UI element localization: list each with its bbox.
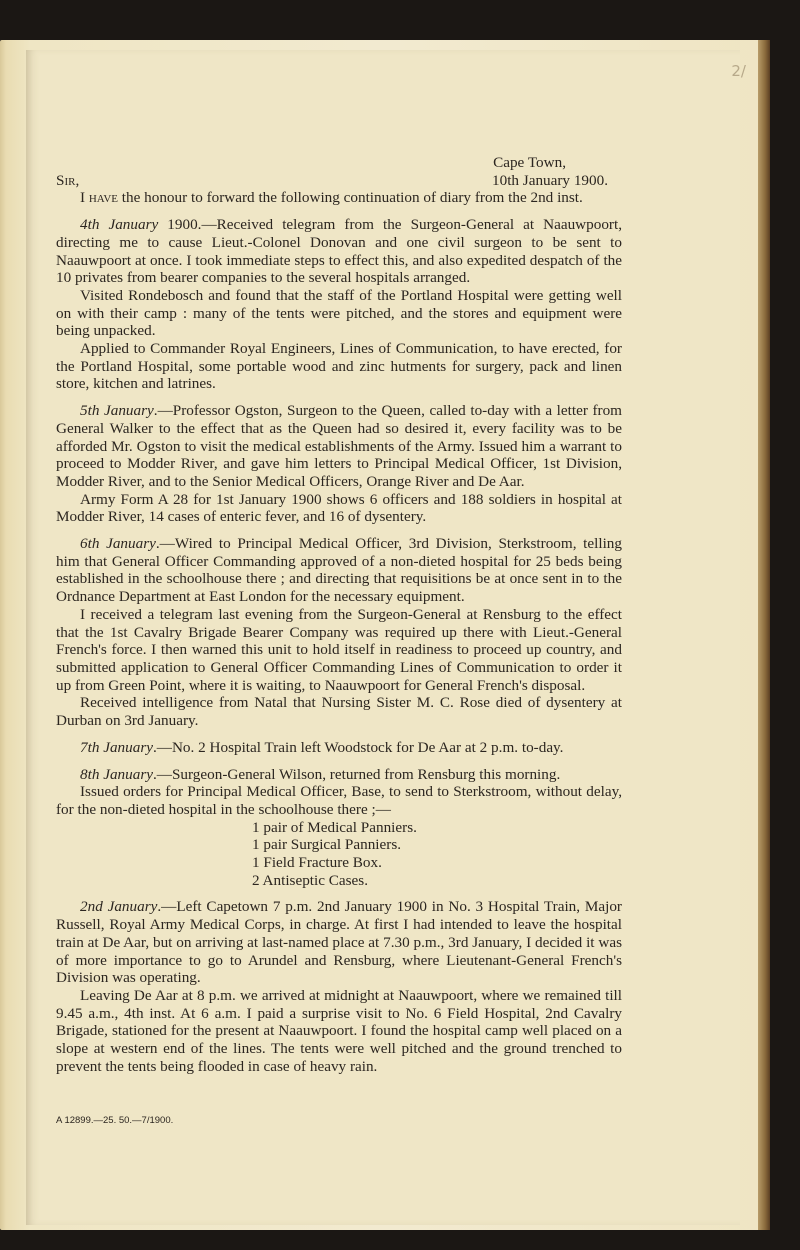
supplies-item: 2 Antiseptic Cases. [252,871,369,889]
entry-paragraph: 8th January.—Surgeon-General Wilson, returned from Rensburg this morning. [80,765,561,783]
entry-paragraph: 7th January.—No. 2 Hospital Train left Woodstock for De Aar at 2 p.m. to-day. [80,738,564,756]
book-cover-edge [758,40,770,1230]
pencil-page-mark: 2/ [731,62,746,80]
entry-paragraph: I received a telegram last evening from the Surgeon-General at Rensburg to the effect that the 1st Cavalry Brigade Bearer Company was required up there with Lieut.-General French's force. I then warned this unit to hold itself in readiness to proceed up country, and submitted application to General Officer Commanding Lines of Communication to order it up from Green Point, where it is waiting, to Naauwpoort for General French's disposal. [56,605,622,694]
supplies-list [252,819,622,890]
supplies-item: 1 Field Fracture Box. [252,854,382,872]
entry-paragraph: 5th January.—Professor Ogston, Surgeon to the Queen, called to-day with a letter from General Walker to the effect that as the Queen had so desired it, every facility was to be afforded Mr. Ogston to visit the medical establishments of the Army. Issued him a warrant to proceed to Modder River, and gave him letters to Principal Medical Officer, 1st Division, Modder River, and to the Senior Medical Officers, Orange River and De Aar. [56,402,622,490]
supplies-item: 1 pair Surgical Panniers. [252,836,402,854]
entry-paragraph: Issued orders for Principal Medical Officer, Base, to send to Sterkstroom, without delay, for the non-dieted hospital in the schoolhouse there ;— [56,783,622,818]
entry-paragraph: 2nd January.—Left Capetown 7 p.m. 2nd January 1900 in No. 3 Hospital Train, Major Russell, Royal Army Medical Corps, in charge. At first I had intended to leave the hospital train at De Aar, but on arriving at last-named place at 7.30 p.m., 3rd January, I decided it was of more importance to go to Arundel and Rensburg, where Lieutenant-General French's Division was operating. [56,898,622,987]
entry-paragraph: Applied to Commander Royal Engineers, Lines of Communication, to have erected, for the Portland Hospital, some portable wood and zinc hutments for surgery, pack and linen store, kitchen and latrines. [56,340,622,393]
entry-paragraph: Army Form A 28 for 1st January 1900 shows 6 officers and 188 soldiers in hospital at Modder River, 14 cases of enteric fever, and 16 of dysentery. [56,490,622,526]
intro-paragraph: I have the honour to forward the following continuation of diary from the 2nd inst. [80,189,583,207]
print-reference: A 12899.—25. 50.—7/1900. [56,1115,174,1126]
letter-place: Cape Town, [493,154,566,171]
entry-paragraph: Leaving De Aar at 8 p.m. we arrived at midnight at Naauwpoort, where we remained till 9.45 a.m., 4th inst. At 6 a.m. I paid a surprise visit to No. 6 Field Hospital, 2nd Cavalry Brigade, stationed for the present at Naauwpoort. I found the hospital camp well placed on a slope at western end of the lines. The tents were well pitched and the ground trenched to prevent the tents being flooded in case of heavy rain. [56,986,622,1075]
salutation-row [56,172,622,190]
entry-paragraph: 4th January 1900.—Received telegram from the Surgeon-General at Naauwpoort, directing me to cause Lieut.-Colonel Donovan and one civil surgeon to be sent to Naauwpoort at once. I took immediate steps to effect this, and also expedited despatch of the 10 privates from bearer companies to the several hospitals arranged. [56,216,622,287]
entry-paragraph: 6th January.—Wired to Principal Medical Officer, 3rd Division, Sterkstroom, telling him that General Officer Commanding approved of a non-dieted hospital for 25 beds being established in the schoolhouse there ; and directing that requisitions be at once sent in to the Ordnance Department at East London for the necessary equipment. [56,535,622,606]
entry-paragraph: Received intelligence from Natal that Nursing Sister M. C. Rose died of dysentery at Durban on 3rd January. [56,694,622,730]
supplies-item: 1 pair of Medical Panniers. [252,818,417,836]
document-body [56,154,622,1075]
entry-paragraph: Visited Rondebosch and found that the staff of the Portland Hospital were getting well on with their camp : many of the tents were pitched, and the stores and equipment were being unpacked. [56,286,622,340]
salutation: Sir, [56,171,80,189]
letter-date: 10th January 1900. [492,171,608,189]
